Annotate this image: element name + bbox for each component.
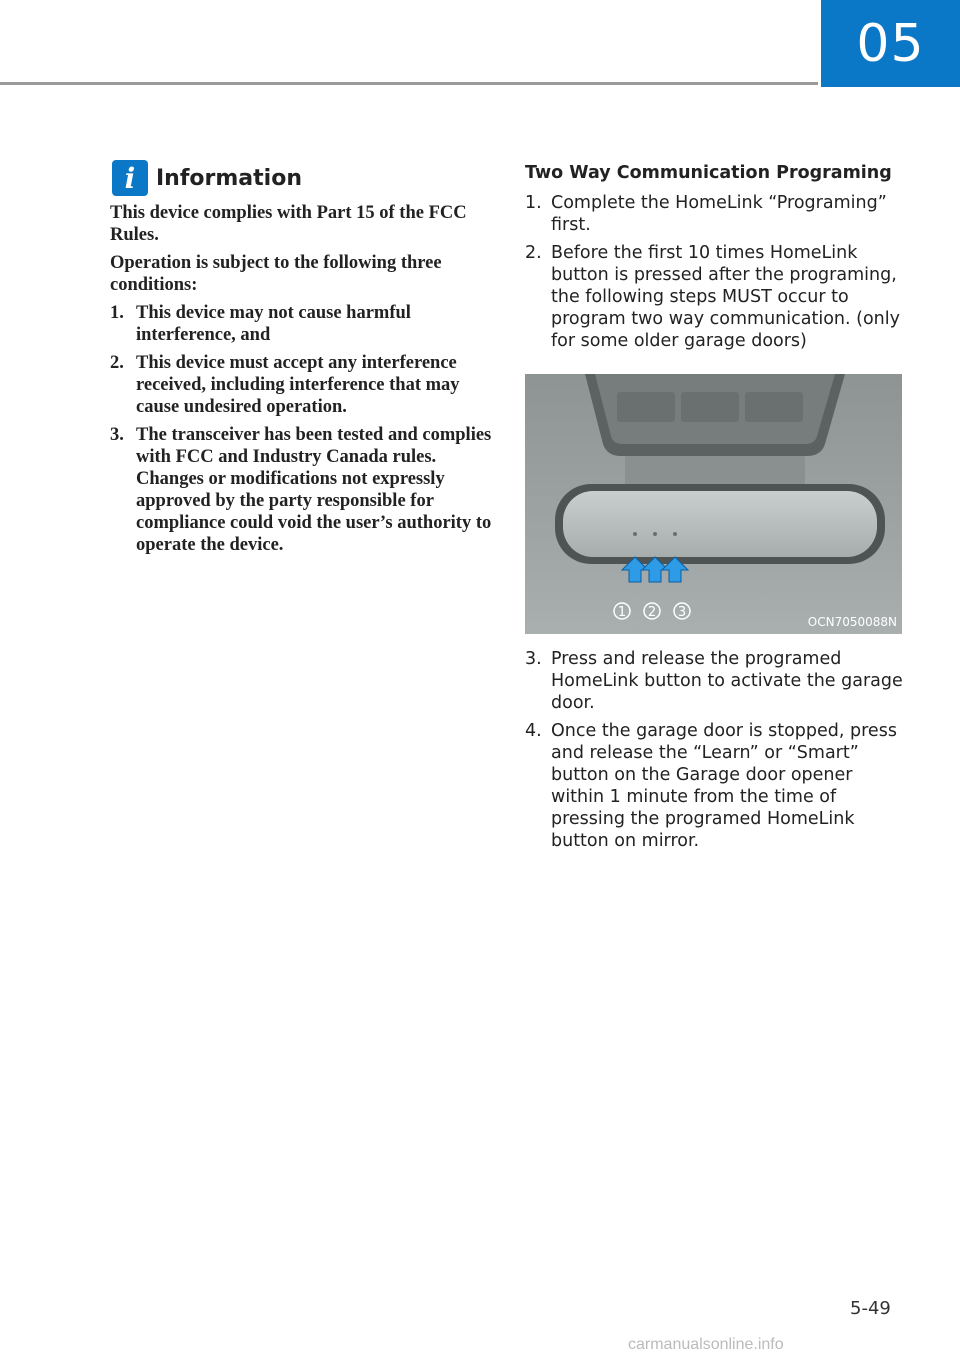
step-text: Press and release the programed HomeLink button to activate the garage door.: [551, 649, 903, 713]
step-text: Complete the HomeLink “Programing” first.: [551, 193, 887, 235]
header-rule: [0, 82, 818, 85]
console-button: [745, 392, 803, 422]
info-icon: i: [112, 160, 148, 196]
info-conditions-list: [110, 302, 492, 556]
step-number: 3.: [525, 649, 542, 669]
item-number: 3.: [110, 425, 124, 445]
mirror-glass: [563, 491, 877, 557]
console-button: [617, 392, 675, 422]
list-item: [110, 424, 492, 556]
item-text: This device may not cause harmful interference, and: [136, 303, 411, 345]
step-text: Once the garage door is stopped, press and release the “Learn” or “Smart” button on the Garage door opener within 1 minute from the time of pressing the programed HomeLink button on mirror.: [551, 721, 897, 851]
mirror-homelink-figure: [525, 374, 902, 634]
steps-list: [525, 192, 905, 352]
page-number: 5-49: [850, 1298, 891, 1319]
information-body: [110, 202, 492, 562]
information-heading: [112, 160, 302, 196]
step-number: 1.: [525, 193, 542, 213]
homelink-led: [633, 532, 637, 536]
item-text: The transceiver has been tested and complies with FCC and Industry Canada rules. Changes or modifications not expressly approved by the party responsible for compliance could void the user’s authority to operate the device.: [136, 425, 492, 555]
callout-label: 1: [617, 605, 627, 620]
chapter-number: 05: [856, 13, 925, 74]
chapter-tab: [821, 0, 960, 87]
info-paragraph: Operation is subject to the following three conditions:: [110, 253, 442, 295]
homelink-led: [653, 532, 657, 536]
item-number: 2.: [110, 353, 124, 373]
list-item: [525, 242, 905, 352]
list-item: [525, 648, 905, 714]
item-number: 1.: [110, 303, 124, 323]
info-paragraph: This device complies with Part 15 of the FCC Rules.: [110, 203, 467, 245]
list-item: [110, 352, 492, 418]
watermark: carmanualsonline.info: [628, 1336, 784, 1353]
list-item: [525, 192, 905, 236]
homelink-led: [673, 532, 677, 536]
list-item: [110, 302, 492, 346]
callout-label: 2: [647, 605, 657, 620]
steps-list: [525, 648, 905, 852]
section-title: Two Way Communication Programing: [525, 163, 892, 183]
step-number: 4.: [525, 721, 542, 741]
item-text: This device must accept any interference received, including interference that may cause undesired operation.: [136, 353, 460, 417]
console-button: [681, 392, 739, 422]
list-item: [525, 720, 905, 852]
information-title: Information: [156, 165, 302, 191]
mirror-illustration: [525, 374, 902, 634]
step-text: Before the first 10 times HomeLink button is pressed after the programing, the following steps MUST occur to program two way communication. (only for some older garage doors): [551, 243, 900, 351]
step-number: 2.: [525, 243, 542, 263]
programming-section: [525, 162, 905, 858]
figure-code: OCN7050088N: [807, 615, 897, 629]
callout-label: 3: [677, 605, 687, 620]
